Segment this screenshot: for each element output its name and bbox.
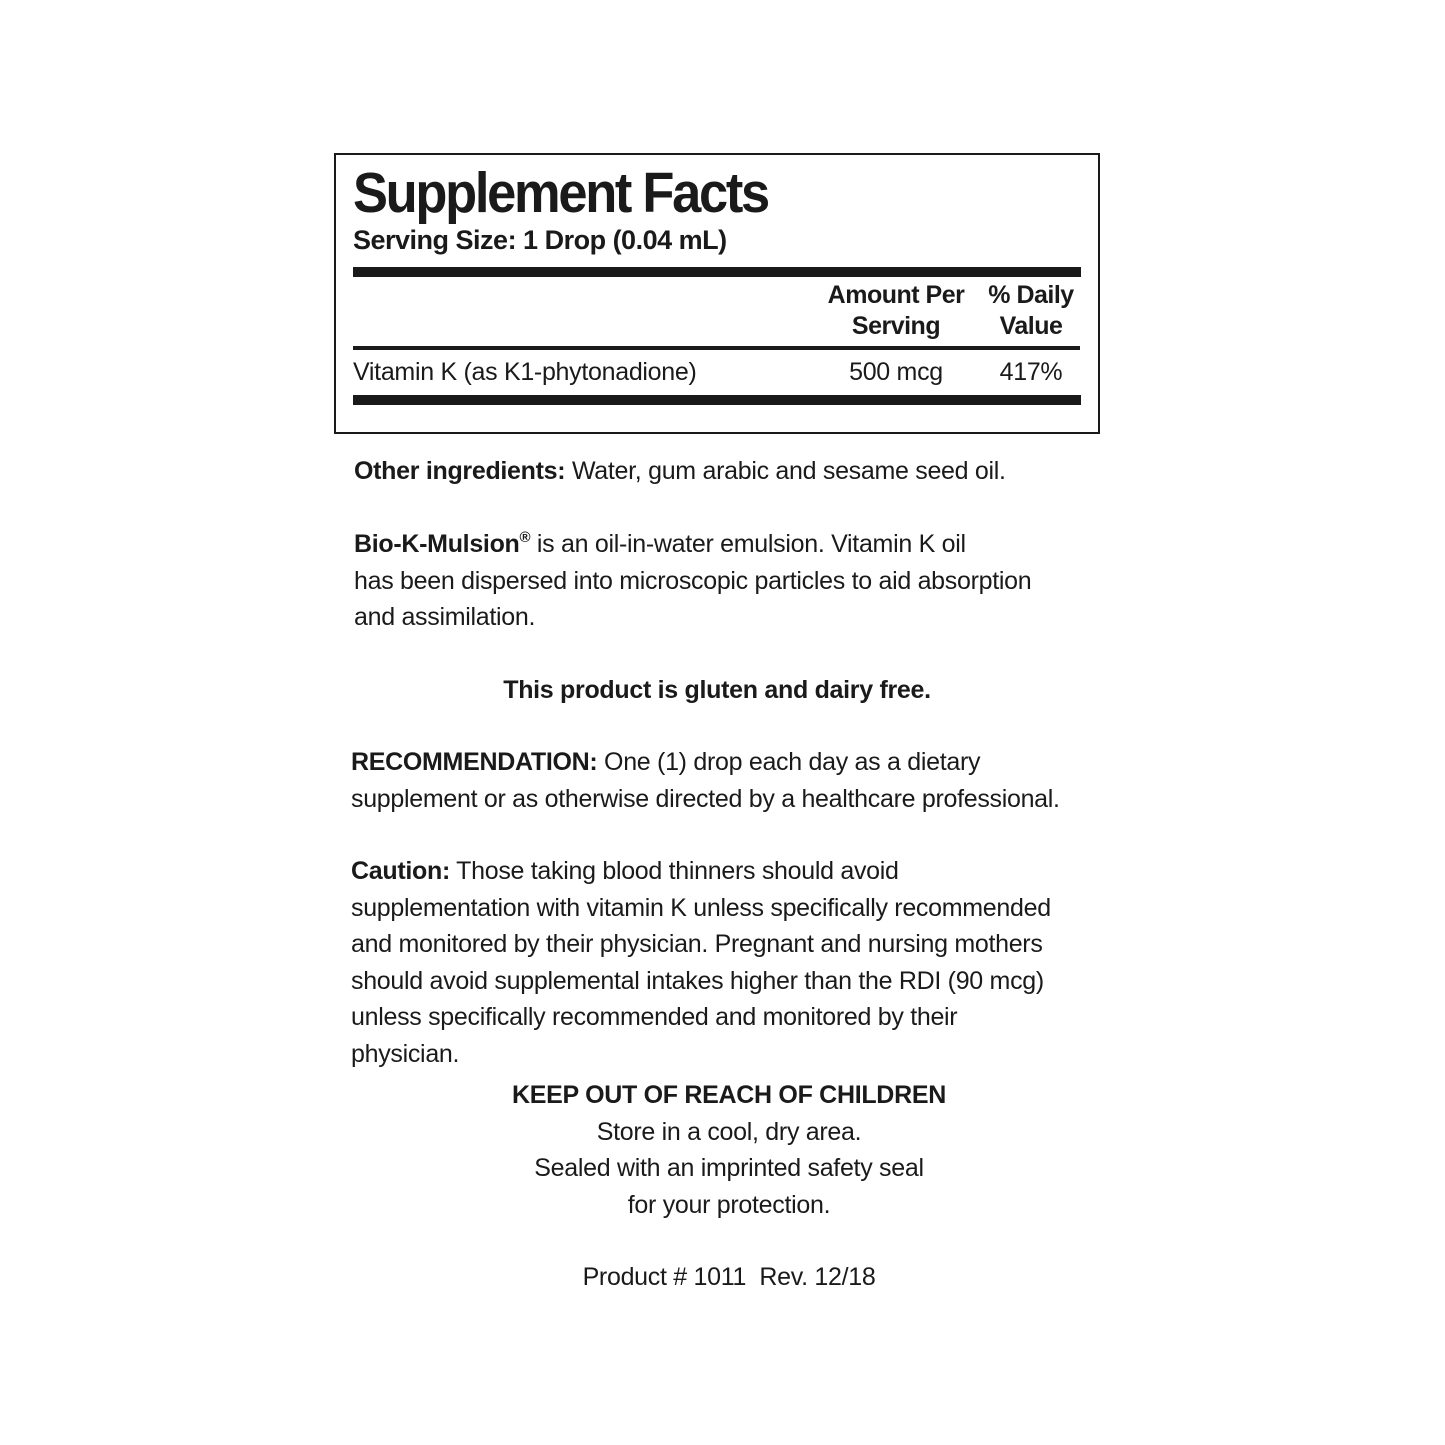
caution-label: Caution: — [351, 857, 450, 885]
facts-column-headers — [353, 277, 1081, 346]
caution-line-2: supplementation with vitamin K unless specifically recommended — [351, 893, 1051, 922]
emulsion-brand: Bio-K-Mulsion — [354, 530, 520, 558]
product-info: Product # 1011 Rev. 12/18 — [582, 1263, 876, 1291]
other-ingredients-label: Other ingredients: — [354, 457, 566, 485]
registered-mark: ® — [519, 529, 531, 546]
amount-per-serving-header — [821, 280, 971, 342]
caution-line1-text: Those taking blood thinners should avoid — [449, 857, 899, 885]
supplement-facts-panel — [334, 153, 1100, 434]
other-ingredients — [354, 453, 1006, 490]
bottom-thick-divider — [353, 395, 1081, 405]
nutrient-daily-value: 417% — [999, 358, 1063, 386]
dv-header-line2: Value — [999, 312, 1063, 340]
caution-line-1 — [351, 853, 1051, 890]
recommendation-line-1 — [351, 744, 1060, 781]
keep-out-of-reach: KEEP OUT OF REACH OF CHILDREN — [512, 1081, 946, 1109]
supplement-label — [334, 153, 1100, 434]
emulsion-description — [354, 526, 1031, 636]
emulsion-line-1 — [354, 526, 1031, 563]
recommendation-label: RECOMMENDATION: — [351, 748, 598, 776]
serving-size: Serving Size: 1 Drop (0.04 mL) — [353, 225, 727, 255]
storage-line-3: for your protection. — [627, 1190, 831, 1219]
recommendation-line1-text: One (1) drop each day as a dietary — [597, 748, 981, 776]
recommendation-line-2: supplement or as otherwise directed by a healthcare professional. — [351, 784, 1060, 813]
gluten-dairy-statement: This product is gluten and dairy free. — [503, 676, 931, 704]
nutrient-name: Vitamin K (as K1-phytonadione) — [353, 358, 697, 386]
caution-line-3: and monitored by their physician. Pregnant and nursing mothers — [351, 930, 1043, 958]
recommendation — [351, 744, 1060, 817]
top-thick-divider — [353, 267, 1081, 277]
caution — [351, 853, 1051, 1072]
emulsion-line-2: has been dispersed into microscopic particles to aid absorption — [354, 566, 1032, 595]
nutrient-amount: 500 mcg — [849, 358, 943, 386]
caution-line-6: physician. — [351, 1039, 460, 1068]
amount-header-line2: Serving — [851, 312, 941, 340]
caution-line-5: unless specifically recommended and monitored by their — [351, 1003, 958, 1031]
amount-header-line1: Amount Per — [827, 281, 965, 309]
storage-line-2: Sealed with an imprinted safety seal — [534, 1154, 924, 1182]
dv-header-line1: % Daily — [988, 281, 1074, 309]
emulsion-line-3: and assimilation. — [354, 603, 536, 631]
storage-instructions — [334, 1077, 1124, 1223]
daily-value-header — [981, 280, 1081, 342]
facts-title: Supplement Facts — [353, 161, 768, 225]
facts-row — [353, 350, 1081, 395]
emulsion-line1-text: is an oil-in-water emulsion. Vitamin K oil — [530, 530, 966, 558]
storage-line-1: Store in a cool, dry area. — [596, 1117, 862, 1146]
other-ingredients-text: Water, gum arabic and sesame seed oil. — [565, 457, 1006, 485]
caution-line-4: should avoid supplemental intakes higher than the RDI (90 mcg) — [351, 966, 1044, 995]
